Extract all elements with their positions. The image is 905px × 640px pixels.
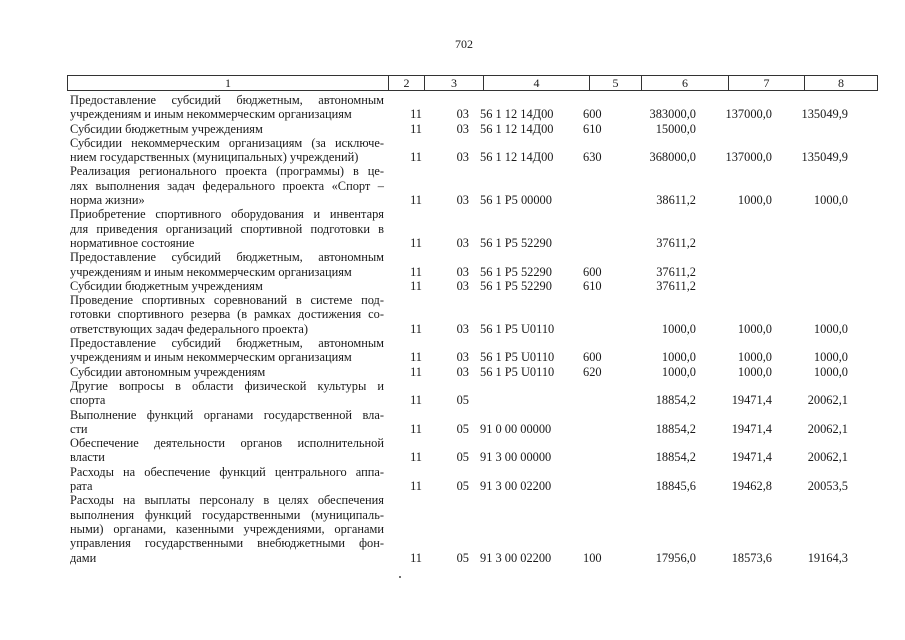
cell-col-3: 03 [456, 107, 469, 122]
description-line: Предоставление субсидий бюджетным, автономным [70, 250, 384, 265]
row-description [70, 279, 384, 293]
cell-col-4: 56 1 P5 00000 [480, 193, 552, 208]
description-line: Приобретение спортивного оборудования и инвентаря [70, 207, 384, 222]
row-description [70, 207, 384, 250]
cell-col-2: 11 [410, 321, 422, 336]
description-line: Реализация регионального проекта (программы) в це- [70, 164, 384, 179]
cell-col-6: 38611,2 [656, 193, 696, 208]
cell-col-4: 91 3 00 00000 [480, 450, 552, 465]
cell-col-5: 600 [583, 107, 602, 122]
cell-col-8 [772, 236, 848, 250]
row-description [70, 379, 384, 408]
cell-col-6: 368000,0 [649, 150, 696, 165]
cell-col-6: 18845,6 [655, 479, 696, 494]
cell-col-5: 100 [583, 550, 602, 565]
cell-col-4: 91 0 00 00000 [480, 421, 552, 436]
column-header-5: 5 [590, 76, 642, 90]
row-description [70, 436, 384, 465]
description-line: власти [70, 450, 105, 465]
cell-col-5 [583, 479, 623, 493]
cell-col-3: 05 [456, 550, 469, 565]
cell-col-7: 137000,0 [725, 150, 772, 165]
table-row [70, 136, 870, 165]
cell-col-6: 383000,0 [649, 107, 696, 122]
cell-col-2: 11 [410, 193, 422, 208]
description-line: ответствующих задач федерального проекта) [70, 321, 308, 336]
page-number: 702 [455, 37, 473, 51]
cell-col-7: 19471,4 [731, 393, 772, 408]
description-line: сти [70, 421, 88, 436]
description-line: готовки спортивного резерва (в рамках достижения со- [70, 307, 384, 322]
column-header-8: 8 [838, 76, 844, 90]
cell-col-3: 03 [456, 193, 469, 208]
description-line: Субсидии бюджетным учреждениям [70, 121, 263, 136]
row-description [70, 336, 384, 365]
description-line: Другие вопросы в области физической культуры и [70, 378, 384, 393]
row-description [70, 250, 384, 279]
cell-col-2: 11 [410, 235, 422, 250]
description-line: Субсидии автономным учреждениям [70, 364, 266, 379]
cell-col-6: 37611,2 [656, 235, 696, 250]
cell-col-8 [772, 265, 848, 279]
cell-col-2: 11 [410, 150, 422, 165]
cell-col-6: 1000,0 [661, 350, 696, 365]
cell-col-2: 11 [410, 421, 422, 436]
cell-col-2: 11 [410, 264, 422, 279]
column-header-2: 2 [389, 76, 425, 90]
description-line: учреждениям и иным некоммерческим организациям [70, 350, 352, 365]
cell-col-4: 56 1 P5 U0110 [480, 321, 555, 336]
cell-col-2: 11 [410, 278, 422, 293]
description-line: Проведение спортивных соревнований в системе под- [70, 293, 384, 308]
column-header-4: 4 [484, 76, 590, 90]
cell-col-7 [696, 279, 772, 293]
cell-col-4: 56 1 P5 U0110 [480, 364, 555, 379]
column-header-3: 3 [425, 76, 484, 90]
row-description [70, 93, 384, 122]
cell-col-7 [696, 122, 772, 136]
cell-col-3: 03 [456, 364, 469, 379]
description-line: спорта [70, 393, 106, 408]
cell-col-2: 11 [410, 121, 422, 136]
description-line: Предоставление субсидий бюджетным, автономным [70, 93, 384, 107]
table-row [70, 379, 870, 408]
table-row [70, 465, 870, 494]
cell-col-4: 91 3 00 02200 [480, 550, 552, 565]
cell-col-3: 03 [456, 321, 469, 336]
column-header-7: 7 [729, 76, 805, 90]
cell-col-8: 20062,1 [807, 421, 848, 436]
cell-col-3: 05 [456, 393, 469, 408]
description-line: Выполнение функций органами государственной вла- [70, 407, 384, 422]
cell-col-3: 05 [456, 450, 469, 465]
cell-col-2: 11 [410, 364, 422, 379]
table-row [70, 207, 870, 250]
cell-col-4: 56 1 12 14Д00 [480, 150, 554, 165]
table-row [70, 279, 870, 293]
cell-col-6: 18854,2 [655, 450, 696, 465]
cell-col-3: 03 [456, 350, 469, 365]
description-line: учреждениям и иным некоммерческим организациям [70, 264, 352, 279]
description-line: норма жизни» [70, 193, 145, 208]
cell-col-5: 610 [583, 278, 602, 293]
description-line: дами [70, 550, 97, 565]
scan-speck [399, 576, 401, 578]
cell-col-6: 37611,2 [656, 278, 696, 293]
cell-col-4: 56 1 P5 52290 [480, 235, 552, 250]
table-row [70, 122, 870, 136]
description-line: нормативное состояние [70, 235, 195, 250]
table-row [70, 408, 870, 437]
row-description [70, 408, 384, 437]
cell-col-6: 1000,0 [661, 321, 696, 336]
cell-col-2: 11 [410, 550, 422, 565]
cell-col-8: 1000,0 [813, 350, 848, 365]
cell-col-4: 56 1 12 14Д00 [480, 121, 554, 136]
cell-col-4: 56 1 P5 U0110 [480, 350, 555, 365]
column-header-1: 1 [68, 76, 389, 90]
cell-col-2: 11 [410, 450, 422, 465]
column-header-6: 6 [642, 76, 729, 90]
description-line: Субсидии бюджетным учреждениям [70, 278, 263, 293]
table-row [70, 164, 870, 207]
description-line: лях выполнения задач федерального проекта «Спорт – [70, 178, 384, 193]
cell-col-4: 91 3 00 02200 [480, 479, 552, 494]
table-row [70, 93, 870, 122]
description-line: Предоставление субсидий бюджетным, автономным [70, 336, 384, 351]
cell-col-7: 1000,0 [737, 364, 772, 379]
cell-col-7 [696, 265, 772, 279]
cell-col-3: 03 [456, 150, 469, 165]
cell-col-4 [469, 393, 583, 407]
table-row [70, 493, 870, 564]
cell-col-7: 1000,0 [737, 321, 772, 336]
description-line: ными) органами, казенными учреждениями, органами [70, 521, 384, 536]
cell-col-8: 1000,0 [813, 193, 848, 208]
description-line: рата [70, 479, 93, 494]
description-line: Субсидии некоммерческим организациям (за исключе- [70, 135, 384, 150]
cell-col-3: 05 [456, 479, 469, 494]
cell-col-4: 56 1 P5 52290 [480, 278, 552, 293]
cell-col-3: 03 [456, 121, 469, 136]
row-description [70, 164, 384, 207]
table-header [67, 75, 878, 91]
row-description [70, 465, 384, 494]
cell-col-8 [772, 279, 848, 293]
cell-col-8: 20053,5 [807, 479, 848, 494]
cell-col-3: 03 [456, 264, 469, 279]
cell-col-7: 1000,0 [737, 193, 772, 208]
cell-col-6: 17956,0 [655, 550, 696, 565]
cell-col-2: 11 [410, 350, 422, 365]
description-line: Расходы на выплаты персоналу в целях обеспечения [70, 493, 384, 508]
row-description [70, 122, 384, 136]
cell-col-8: 19164,3 [807, 550, 848, 565]
cell-col-8: 135049,9 [801, 150, 848, 165]
description-line: учреждениям и иным некоммерческим организациям [70, 107, 352, 122]
description-line: Обеспечение деятельности органов исполнительной [70, 436, 384, 451]
cell-col-3: 05 [456, 421, 469, 436]
cell-col-8 [772, 122, 848, 136]
description-line: нием государственных (муниципальных) учреждений) [70, 150, 359, 165]
cell-col-3: 03 [456, 278, 469, 293]
description-line: Расходы на обеспечение функций центрального аппа- [70, 464, 384, 479]
cell-col-7: 137000,0 [725, 107, 772, 122]
table-row [70, 365, 870, 379]
table-body [70, 93, 870, 565]
cell-col-2: 11 [410, 393, 422, 408]
row-description [70, 136, 384, 165]
description-line: управления государственными внебюджетными фон- [70, 536, 384, 551]
cell-col-4: 56 1 P5 52290 [480, 264, 552, 279]
cell-col-8: 1000,0 [813, 364, 848, 379]
cell-col-8: 135049,9 [801, 107, 848, 122]
cell-col-5 [583, 422, 623, 436]
cell-col-8: 20062,1 [807, 393, 848, 408]
cell-col-7: 1000,0 [737, 350, 772, 365]
table-row [70, 250, 870, 279]
cell-col-5: 600 [583, 350, 602, 365]
cell-col-4: 56 1 12 14Д00 [480, 107, 554, 122]
cell-col-5: 630 [583, 150, 602, 165]
row-description [70, 293, 384, 336]
cell-col-5: 620 [583, 364, 602, 379]
cell-col-7 [696, 236, 772, 250]
description-line: для приведения организаций спортивной подготовки в [70, 221, 384, 236]
row-description [70, 365, 384, 379]
table-row [70, 436, 870, 465]
cell-col-6: 18854,2 [655, 421, 696, 436]
cell-col-7: 18573,6 [731, 550, 772, 565]
cell-col-2: 11 [410, 479, 422, 494]
cell-col-5 [583, 236, 623, 250]
cell-col-3: 03 [456, 235, 469, 250]
cell-col-6: 1000,0 [661, 364, 696, 379]
cell-col-8: 1000,0 [813, 321, 848, 336]
cell-col-7: 19471,4 [731, 450, 772, 465]
cell-col-6: 15000,0 [655, 121, 696, 136]
cell-col-5 [583, 450, 623, 464]
cell-col-5 [583, 393, 623, 407]
description-line: выполнения функций государственными (муниципаль- [70, 507, 384, 522]
row-description [70, 493, 384, 564]
cell-col-5: 600 [583, 264, 602, 279]
cell-col-5 [583, 322, 623, 336]
table-row [70, 293, 870, 336]
cell-col-7: 19462,8 [731, 479, 772, 494]
cell-col-5: 610 [583, 121, 602, 136]
cell-col-2: 11 [410, 107, 422, 122]
cell-col-8: 20062,1 [807, 450, 848, 465]
cell-col-6: 37611,2 [656, 264, 696, 279]
cell-col-5 [583, 193, 623, 207]
cell-col-7: 19471,4 [731, 421, 772, 436]
table-row [70, 336, 870, 365]
cell-col-6: 18854,2 [655, 393, 696, 408]
